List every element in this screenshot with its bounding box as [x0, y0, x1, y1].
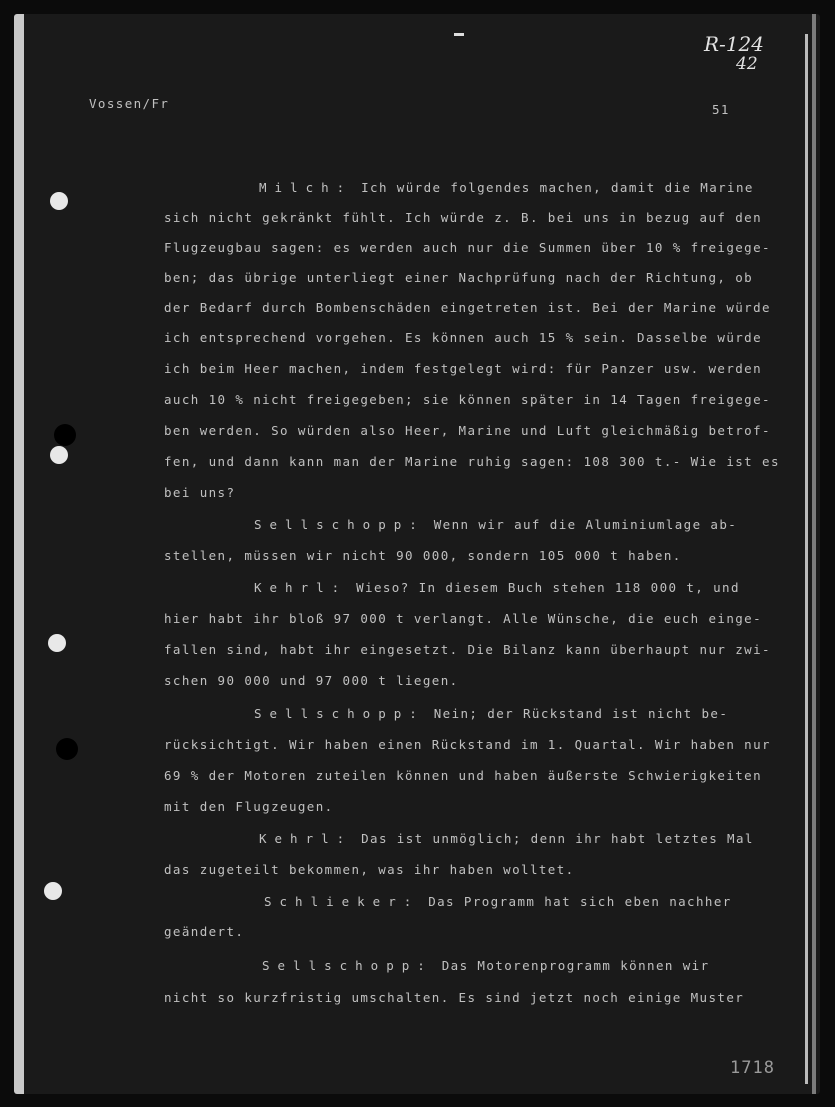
- text-line: stellen, müssen wir nicht 90 000, sondern 105 000 t haben.: [164, 548, 682, 563]
- text-line: sich nicht gekränkt fühlt. Ich würde z. B. bei uns in bezug auf den: [164, 210, 763, 225]
- text-line: Sellschopp: Nein; der Rückstand ist nicht be-: [254, 706, 729, 721]
- speaker-name: Kehrl:: [259, 831, 353, 846]
- text-line: mit den Flugzeugen.: [164, 799, 334, 814]
- text-line: hier habt ihr bloß 97 000 t verlangt. Alle Wünsche, die euch einge-: [164, 611, 763, 626]
- text-line: ben; das übrige unterliegt einer Nachprüfung nach der Richtung, ob: [164, 270, 754, 285]
- text-line: Kehrl: Das ist unmöglich; denn ihr habt letztes Mal: [259, 831, 754, 846]
- text-line: Milch: Ich würde folgendes machen, damit die Marine: [259, 180, 754, 195]
- document-sheet: [14, 14, 820, 1094]
- text-line: auch 10 % nicht freigegeben; sie können später in 14 Tagen freigege-: [164, 392, 771, 407]
- archive-stamp-number: 1718: [730, 1058, 775, 1078]
- text-line: Flugzeugbau sagen: es werden auch nur die Summen über 10 % freigege-: [164, 240, 771, 255]
- paper-left-edge: [14, 14, 24, 1094]
- punch-hole: [56, 738, 78, 760]
- text-line: rücksichtigt. Wir haben einen Rückstand im 1. Quartal. Wir haben nur: [164, 737, 771, 752]
- speaker-name: Sellschopp:: [254, 517, 425, 532]
- speaker-name: Schlieker:: [264, 894, 420, 909]
- speaker-name: Milch:: [259, 180, 353, 195]
- top-mark: [454, 33, 464, 36]
- speaker-name: Sellschopp:: [254, 706, 425, 721]
- text-line: ich entsprechend vorgehen. Es können auch 15 % sein. Dasselbe würde: [164, 330, 763, 345]
- punch-hole: [48, 634, 66, 652]
- text-line: das zugeteilt bekommen, was ihr haben wolltet.: [164, 862, 575, 877]
- text-line: ich beim Heer machen, indem festgelegt wird: für Panzer usw. werden: [164, 361, 763, 376]
- author-initials: Vossen/Fr: [89, 96, 170, 111]
- text-line: der Bedarf durch Bombenschäden eingetreten ist. Bei der Marine würde: [164, 300, 771, 315]
- page-number: 51: [712, 102, 730, 117]
- punch-hole: [50, 446, 68, 464]
- text-line: Sellschopp: Wenn wir auf die Aluminiumlage ab-: [254, 517, 738, 532]
- punch-hole: [50, 192, 68, 210]
- speaker-name: Sellschopp:: [262, 958, 433, 973]
- paper-right-edge: [805, 34, 808, 1084]
- paper-border: [812, 14, 816, 1094]
- speaker-name: Kehrl:: [254, 580, 348, 595]
- text-line: Kehrl: Wieso? In diesem Buch stehen 118 000 t, und: [254, 580, 740, 595]
- text-line: geändert.: [164, 924, 245, 939]
- text-line: 69 % der Motoren zuteilen können und haben äußerste Schwierigkeiten: [164, 768, 763, 783]
- text-line: schen 90 000 und 97 000 t liegen.: [164, 673, 459, 688]
- text-line: fen, und dann kann man der Marine ruhig sagen: 108 300 t.- Wie ist es: [164, 454, 780, 469]
- punch-hole: [54, 424, 76, 446]
- text-line: bei uns?: [164, 485, 245, 500]
- text-line: nicht so kurzfristig umschalten. Es sind jetzt noch einige Muster: [164, 990, 745, 1005]
- archive-mark: R-124: [704, 32, 764, 56]
- punch-hole: [44, 882, 62, 900]
- text-line: ben werden. So würden also Heer, Marine und Luft gleichmäßig betrof-: [164, 423, 771, 438]
- text-line: fallen sind, habt ihr eingesetzt. Die Bilanz kann überhaupt nur zwi-: [164, 642, 771, 657]
- archive-mark-sub: 42: [736, 54, 758, 74]
- text-line: Sellschopp: Das Motorenprogramm können wir: [262, 958, 710, 973]
- text-line: Schlieker: Das Programm hat sich eben nachher: [264, 894, 732, 909]
